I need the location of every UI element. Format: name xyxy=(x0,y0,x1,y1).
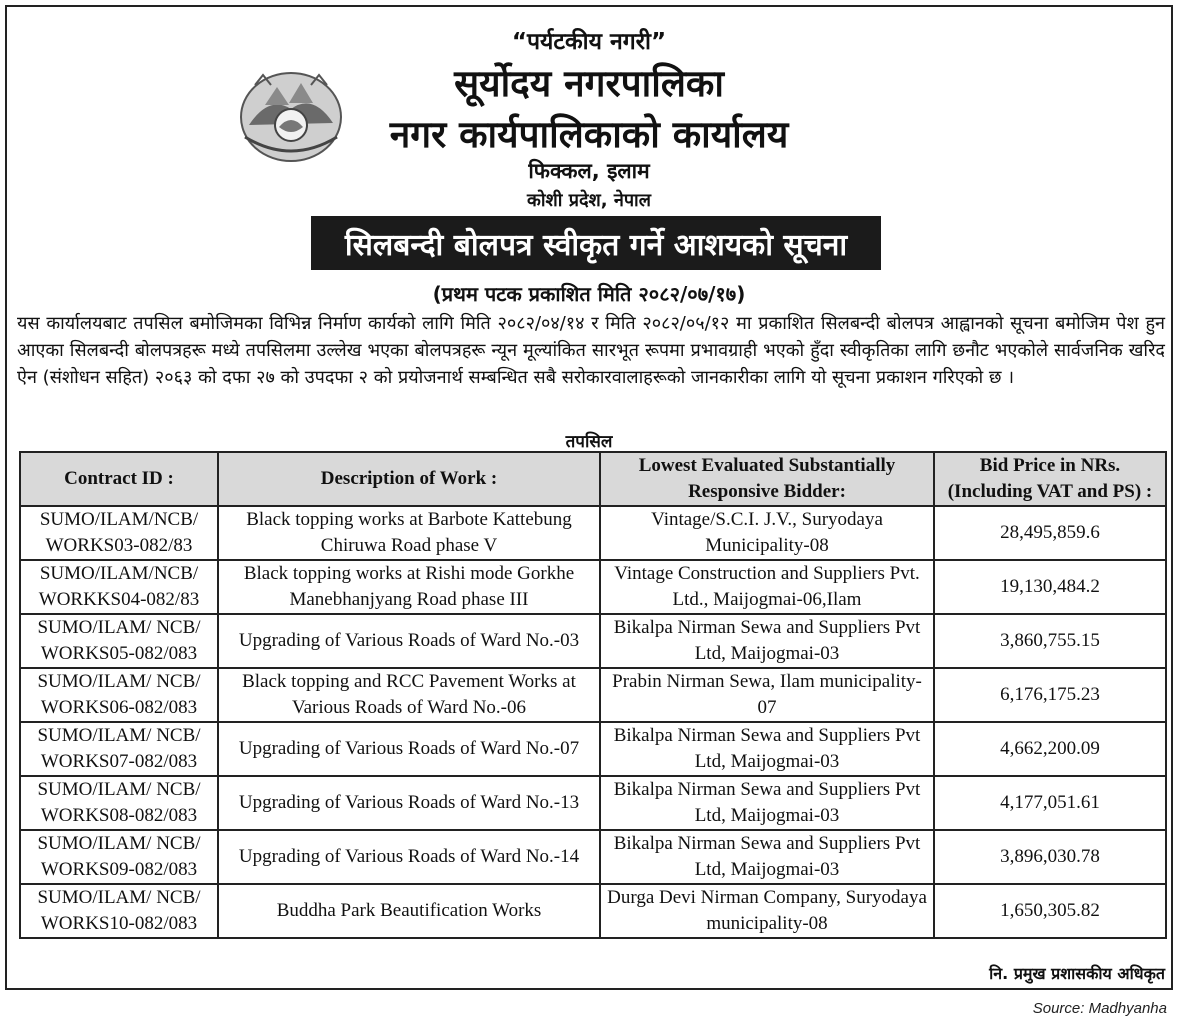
table-row xyxy=(20,560,1166,614)
bidder-cell: Vintage Construction and Suppliers Pvt. Ltd., Maijogmai-06,Ilam xyxy=(600,560,934,614)
table-row xyxy=(20,830,1166,884)
description-cell: Upgrading of Various Roads of Ward No.-14 xyxy=(218,830,600,884)
contract-id-cell: SUMO/ILAM/ NCB/ WORKS09-082/083 xyxy=(20,830,218,884)
bidder-cell: Vintage/S.C.I. J.V., Suryodaya Municipality-08 xyxy=(600,506,934,560)
table-row xyxy=(20,776,1166,830)
location-line-2: कोशी प्रदेश, नेपाल xyxy=(527,190,651,211)
price-cell: 6,176,175.23 xyxy=(934,668,1166,722)
bidder-cell: Prabin Nirman Sewa, Ilam municipality-07 xyxy=(600,668,934,722)
price-cell: 3,896,030.78 xyxy=(934,830,1166,884)
notice-frame xyxy=(5,5,1173,990)
price-cell: 4,662,200.09 xyxy=(934,722,1166,776)
description-cell: Upgrading of Various Roads of Ward No.-03 xyxy=(218,614,600,668)
header-contract-id: Contract ID : xyxy=(20,452,218,506)
price-cell: 1,650,305.82 xyxy=(934,884,1166,938)
description-cell: Upgrading of Various Roads of Ward No.-13 xyxy=(218,776,600,830)
description-cell: Buddha Park Beautification Works xyxy=(218,884,600,938)
contract-id-cell: SUMO/ILAM/NCB/ WORKKS04-082/83 xyxy=(20,560,218,614)
source-credit: Source: Madhyanha xyxy=(1032,1000,1167,1017)
header-bid-price: Bid Price in NRs. (Including VAT and PS) : xyxy=(934,452,1166,506)
office-name: नगर कार्यपालिकाको कार्यालय xyxy=(389,113,789,156)
municipality-name: सूर्योदय नगरपालिका xyxy=(454,62,724,105)
tagline: “पर्यटकीय नगरी” xyxy=(511,29,667,55)
bidder-cell: Bikalpa Nirman Sewa and Suppliers Pvt Ltd, Maijogmai-03 xyxy=(600,776,934,830)
notice-title: सिलबन्दी बोलपत्र स्वीकृत गर्ने आशयको सूचना xyxy=(311,216,881,270)
price-cell: 4,177,051.61 xyxy=(934,776,1166,830)
contract-id-cell: SUMO/ILAM/ NCB/ WORKS08-082/083 xyxy=(20,776,218,830)
description-cell: Black topping works at Rishi mode Gorkhe Manebhanjyang Road phase III xyxy=(218,560,600,614)
table-row xyxy=(20,884,1166,938)
table-row xyxy=(20,668,1166,722)
header-bidder: Lowest Evaluated Substantially Responsive Bidder: xyxy=(600,452,934,506)
notice-body: यस कार्यालयबाट तपसिल बमोजिमका विभिन्न निर्माण कार्यको लागि मिति २०८२/०४/१४ र मिति २०८२/०५/१२ मा प्रकाशित सिलबन्दी बोलपत्र आह्वानको सूचना बमोजिम पेश हुन आएका सिलबन्दी बोलपत्रहरू मध्ये तपसिलमा उल्लेख भएका बोलपत्रहरू न्यून मूल्यांकित सारभूत रूपमा प्रभावग्राही भएको हुँदा स्वीकृतिका लागि छनौट भएकोले सार्वजनिक खरिद ऐन (संशोधन सहित) २०६३ को दफा २७ को उपदफा २ को प्रयोजनार्थ सम्बन्धित सबै सरोकारवालाहरूको जानकारीका लागि यो सूचना प्रकाशन गरिएको छ । xyxy=(17,313,1165,388)
contract-id-cell: SUMO/ILAM/ NCB/ WORKS05-082/083 xyxy=(20,614,218,668)
bidder-cell: Durga Devi Nirman Company, Suryodaya municipality-08 xyxy=(600,884,934,938)
price-cell: 28,495,859.6 xyxy=(934,506,1166,560)
first-publication-date: (प्रथम पटक प्रकाशित मिति २०८२/०७/१७) xyxy=(432,282,746,306)
table-row xyxy=(20,614,1166,668)
contract-id-cell: SUMO/ILAM/ NCB/ WORKS07-082/083 xyxy=(20,722,218,776)
bidder-cell: Bikalpa Nirman Sewa and Suppliers Pvt Ltd, Maijogmai-03 xyxy=(600,614,934,668)
bidder-cell: Bikalpa Nirman Sewa and Suppliers Pvt Ltd, Maijogmai-03 xyxy=(600,722,934,776)
schedule-heading: तपसिल xyxy=(565,432,613,452)
price-cell: 3,860,755.15 xyxy=(934,614,1166,668)
description-cell: Black topping and RCC Pavement Works at Various Roads of Ward No.-06 xyxy=(218,668,600,722)
table-row xyxy=(20,722,1166,776)
table-header-row xyxy=(20,452,1166,506)
description-cell: Upgrading of Various Roads of Ward No.-07 xyxy=(218,722,600,776)
table-row xyxy=(20,506,1166,560)
bidder-cell: Bikalpa Nirman Sewa and Suppliers Pvt Ltd, Maijogmai-03 xyxy=(600,830,934,884)
location-line-1: फिक्कल, इलाम xyxy=(528,159,650,183)
price-cell: 19,130,484.2 xyxy=(934,560,1166,614)
contract-id-cell: SUMO/ILAM/NCB/ WORKS03-082/83 xyxy=(20,506,218,560)
description-cell: Black topping works at Barbote Kattebung Chiruwa Road phase V xyxy=(218,506,600,560)
contract-id-cell: SUMO/ILAM/ NCB/ WORKS10-082/083 xyxy=(20,884,218,938)
bid-table xyxy=(19,451,1167,939)
contract-id-cell: SUMO/ILAM/ NCB/ WORKS06-082/083 xyxy=(20,668,218,722)
header-description: Description of Work : xyxy=(218,452,600,506)
signatory-title: नि. प्रमुख प्रशासकीय अधिकृत xyxy=(989,964,1165,983)
